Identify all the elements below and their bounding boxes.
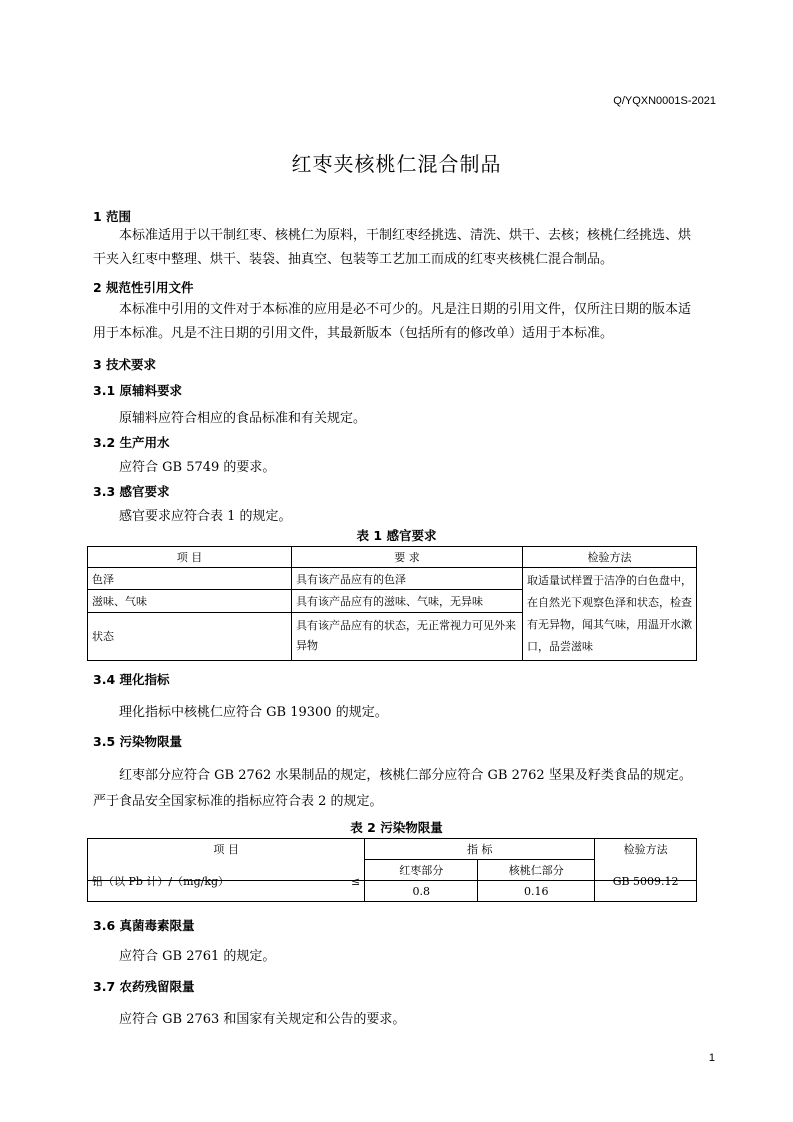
table-2-value-walnut: 0.16 bbox=[478, 881, 595, 902]
table-1-item: 色泽 bbox=[88, 568, 292, 590]
table-2-sub-jujube: 红枣部分 bbox=[365, 860, 478, 881]
page-number: 1 bbox=[708, 1052, 715, 1064]
section-3-2-text: 应符合 GB 5749 的要求。 bbox=[119, 460, 276, 475]
document-title: 红枣夹核桃仁混合制品 bbox=[291, 152, 502, 176]
table-1-header-method: 检验方法 bbox=[523, 547, 697, 568]
section-3-3-heading: 3.3 感官要求 bbox=[93, 484, 170, 499]
table-2-item: 铅（以 Pb 计）/（mg/kg） bbox=[88, 871, 335, 892]
table-2-header-index: 指 标 bbox=[365, 839, 595, 860]
table-1-requirement: 具有该产品应有的滋味、气味，无异味 bbox=[292, 590, 523, 612]
section-1-heading: 1 范围 bbox=[93, 209, 132, 224]
contaminant-table bbox=[87, 838, 697, 902]
section-2-heading: 2 规范性引用文件 bbox=[93, 280, 194, 295]
table-1-requirement: 具有该产品应有的色泽 bbox=[292, 568, 523, 590]
section-3-4-text: 理化指标中核桃仁应符合 GB 19300 的规定。 bbox=[119, 705, 388, 720]
table-2-value-jujube: 0.8 bbox=[365, 881, 478, 902]
table-1-header-item: 项 目 bbox=[88, 547, 292, 568]
table-2-method: GB 5009.12 bbox=[595, 871, 697, 892]
section-3-2-heading: 3.2 生产用水 bbox=[93, 435, 170, 450]
section-3-heading: 3 技术要求 bbox=[93, 357, 157, 372]
table-1-item: 状态 bbox=[88, 612, 292, 660]
table-2-sub-walnut: 核桃仁部分 bbox=[478, 860, 595, 881]
table-2-le-symbol: ≤ bbox=[335, 871, 365, 892]
section-1-text: 本标准适用于以干制红枣、核桃仁为原料，干制红枣经挑选、清洗、烘干、去核；核桃仁经挑选、烘干夹入红枣中整理、烘干、装袋、抽真空、包装等工艺加工而成的红枣夹核桃仁混合制品。 bbox=[93, 228, 692, 267]
section-3-4-heading: 3.4 理化指标 bbox=[93, 672, 170, 687]
section-3-5-heading: 3.5 污染物限量 bbox=[93, 734, 182, 749]
document-code: Q/YQXN0001S-2021 bbox=[613, 95, 716, 107]
table-2-header-method: 检验方法 bbox=[595, 839, 697, 881]
table-1-requirement: 具有该产品应有的状态，无正常视力可见外来异物 bbox=[292, 612, 523, 660]
table-1-caption: 表 1 感官要求 bbox=[356, 528, 437, 543]
table-1-item: 滋味、气味 bbox=[88, 590, 292, 612]
section-3-7-heading: 3.7 农药残留限量 bbox=[93, 979, 195, 994]
section-2-text: 本标准中引用的文件对于本标准的应用是必不可少的。凡是注日期的引用文件，仅所注日期的版本适用于本标准。凡是不注日期的引用文件，其最新版本（包括所有的修改单）适用于本标准。 bbox=[93, 302, 692, 341]
section-3-3-text: 感官要求应符合表 1 的规定。 bbox=[119, 509, 292, 524]
section-3-6-text: 应符合 GB 2761 的规定。 bbox=[119, 949, 276, 964]
sensory-table bbox=[87, 546, 697, 661]
table-row bbox=[88, 881, 697, 902]
section-3-1-heading: 3.1 原辅料要求 bbox=[93, 383, 182, 398]
section-3-1-text: 原辅料应符合相应的食品标准和有关规定。 bbox=[119, 411, 367, 426]
section-3-5-text: 红枣部分应符合 GB 2762 水果制品的规定，核桃仁部分应符合 GB 2762 坚果及籽类食品的规定。严于食品安全国家标准的指标应符合表 2 的规定。 bbox=[93, 768, 692, 809]
table-2-header-item: 项 目 bbox=[88, 839, 365, 881]
table-2-caption: 表 2 污染物限量 bbox=[350, 820, 443, 835]
table-1-header-requirement: 要 求 bbox=[292, 547, 523, 568]
section-3-6-heading: 3.6 真菌毒素限量 bbox=[93, 918, 195, 933]
table-row bbox=[88, 568, 697, 590]
table-1-method: 取适量试样置于洁净的白色盘中，在自然光下观察色泽和状态，检查有无异物，闻其气味，用温开水漱口，品尝滋味 bbox=[523, 568, 697, 661]
section-3-7-text: 应符合 GB 2763 和国家有关规定和公告的要求。 bbox=[119, 1012, 406, 1027]
